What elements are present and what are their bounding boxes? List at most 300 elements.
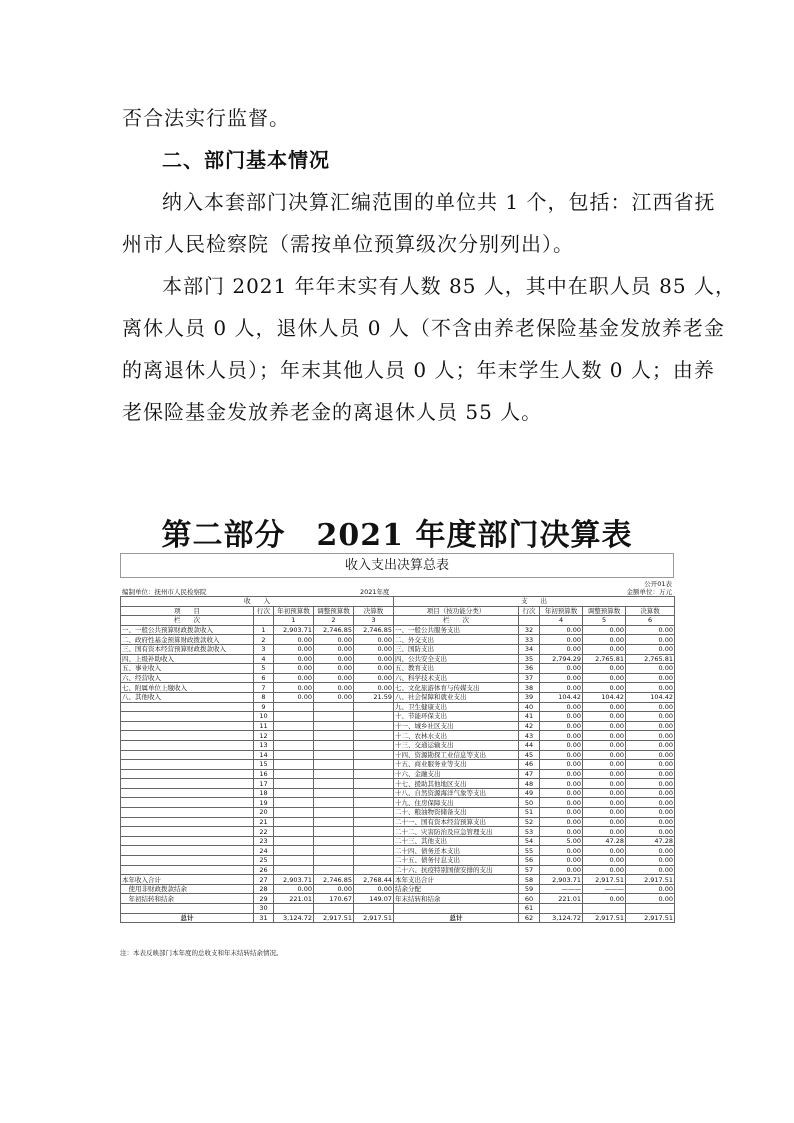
table-cell: [274, 740, 314, 750]
table-cell: [354, 760, 394, 770]
table-cell: 0.00: [583, 750, 626, 760]
column-header: 行次: [254, 606, 274, 616]
column-index: 4: [540, 616, 583, 626]
column-header: 调整预算数: [583, 606, 626, 616]
table-cell: [274, 702, 314, 712]
table-cell: 0.00: [354, 654, 394, 664]
table-cell: 0.00: [583, 894, 626, 904]
column-header-row: [121, 606, 675, 616]
table-cell: 0.00: [314, 673, 354, 683]
table-cell: [314, 702, 354, 712]
table-cell: 0.00: [626, 740, 675, 750]
table-cell: 0.00: [540, 750, 583, 760]
table-cell: 14: [254, 750, 274, 760]
table-cell: [626, 904, 675, 914]
table-cell: [314, 740, 354, 750]
table-row: [121, 827, 675, 837]
table-cell: [354, 788, 394, 798]
table-cell: 2,917.51: [314, 913, 354, 923]
table-cell: 23: [254, 836, 274, 846]
table-cell: [274, 750, 314, 760]
table-row: [121, 721, 675, 731]
table-cell: 十六、金融支出: [394, 769, 519, 779]
table-cell: [314, 817, 354, 827]
table-cell: [314, 788, 354, 798]
table-cell: 57: [519, 865, 540, 875]
table-cell: 0.00: [626, 702, 675, 712]
column-index: 3: [354, 616, 394, 626]
table-cell: 16: [254, 769, 274, 779]
table-cell: 总计: [394, 913, 519, 923]
column-index: 5: [583, 616, 626, 626]
table-cell: 2,917.51: [626, 875, 675, 885]
table-cell: 0.00: [540, 712, 583, 722]
table-cell: 0.00: [540, 731, 583, 741]
table-cell: 0.00: [540, 644, 583, 654]
table-cell: 2,903.71: [274, 875, 314, 885]
table-cell: 104.42: [540, 692, 583, 702]
table-cell: 42: [519, 721, 540, 731]
income-header: 收 入: [121, 597, 394, 607]
table-row: [121, 712, 675, 722]
table-cell: 四、公共安全支出: [394, 654, 519, 664]
table-cell: 2,903.71: [540, 875, 583, 885]
table-cell: [314, 769, 354, 779]
table-cell: 0.00: [540, 856, 583, 866]
column-header: 调整预算数: [314, 606, 354, 616]
table-cell: 0.00: [540, 798, 583, 808]
table-cell: [314, 712, 354, 722]
table-cell: [314, 798, 354, 808]
table-cell: 0.00: [274, 692, 314, 702]
table-cell: 4: [254, 654, 274, 664]
table-cell: 21: [254, 817, 274, 827]
table-cell: 0.00: [626, 644, 675, 654]
table-cell: [314, 721, 354, 731]
table-row: [121, 731, 675, 741]
table-cell: 0.00: [314, 635, 354, 645]
table-cell: 0.00: [583, 760, 626, 770]
table-cell: [314, 856, 354, 866]
table-cell: 0.00: [314, 664, 354, 674]
table-cell: [354, 798, 394, 808]
table-cell: 二、外交支出: [394, 635, 519, 645]
table-cell: 27: [254, 875, 274, 885]
table-cell: 0.00: [583, 664, 626, 674]
table-cell: 0.00: [626, 894, 675, 904]
table-cell: 26: [254, 865, 274, 875]
table-cell: 0.00: [354, 683, 394, 693]
table-cell: [121, 702, 254, 712]
table-cell: 0.00: [274, 683, 314, 693]
table-row: [121, 779, 675, 789]
paragraph-6: 的离退休人员）；年末其他人员 0 人；年末学生人数 0 人；由养: [122, 358, 715, 382]
table-cell: 37: [519, 673, 540, 683]
paragraph-5: 离休人员 0 人，退休人员 0 人（不含由养老保险基金发放养老金: [122, 316, 725, 340]
table-row: [121, 884, 675, 894]
table-row: [121, 740, 675, 750]
table-cell: [121, 856, 254, 866]
table-cell: 38: [519, 683, 540, 693]
table-cell: 0.00: [540, 702, 583, 712]
table-cell: [274, 846, 314, 856]
table-cell: 0.00: [626, 884, 675, 894]
table-cell: 0.00: [626, 721, 675, 731]
table-cell: 0.00: [354, 884, 394, 894]
table-cell: [121, 798, 254, 808]
table-cell: 11: [254, 721, 274, 731]
column-index: 1: [274, 616, 314, 626]
table-cell: 2,746.85: [354, 625, 394, 635]
paragraph-2: 纳入本套部门决算汇编范围的单位共 1 个，包括：江西省抚: [162, 190, 716, 214]
table-row: [121, 635, 675, 645]
unit-label: 编制单位：抚州市人民检察院: [122, 588, 207, 596]
table-cell: 7: [254, 683, 274, 693]
table-cell: 0.00: [274, 654, 314, 664]
table-row: [121, 836, 675, 846]
table-cell: [274, 788, 314, 798]
table-cell: 0.00: [626, 731, 675, 741]
table-cell: 0.00: [314, 884, 354, 894]
table-cell: 48: [519, 779, 540, 789]
table-cell: 0.00: [540, 721, 583, 731]
table-cell: [354, 731, 394, 741]
table-cell: [354, 865, 394, 875]
table-cell: 45: [519, 750, 540, 760]
table-cell: [354, 817, 394, 827]
table-cell: [354, 836, 394, 846]
table-cell: 0.00: [583, 846, 626, 856]
table-row: [121, 875, 675, 885]
table-cell: [121, 827, 254, 837]
table-cell: [121, 865, 254, 875]
table-cell: [121, 808, 254, 818]
table-cell: [274, 721, 314, 731]
table-cell: [583, 904, 626, 914]
table-cell: 36: [519, 664, 540, 674]
table-cell: 八、社会保障和就业支出: [394, 692, 519, 702]
table-cell: 0.00: [626, 769, 675, 779]
table-cell: 年初结转和结余: [121, 894, 254, 904]
table-cell: [274, 769, 314, 779]
table-cell: 9: [254, 702, 274, 712]
table-cell: ———: [583, 884, 626, 894]
table-row: [121, 788, 675, 798]
budget-table: [120, 596, 675, 923]
table-cell: 0.00: [583, 788, 626, 798]
table-cell: 1: [254, 625, 274, 635]
table-cell: 0.00: [626, 827, 675, 837]
table-cell: [274, 760, 314, 770]
table-cell: 0.00: [354, 673, 394, 683]
table-cell: 59: [519, 884, 540, 894]
table-cell: 17: [254, 779, 274, 789]
table-cell: 0.00: [626, 808, 675, 818]
table-cell: [274, 712, 314, 722]
table-cell: 七、附属单位上缴收入: [121, 683, 254, 693]
table-cell: 十八、自然资源海洋气象等支出: [394, 788, 519, 798]
table-cell: 0.00: [626, 673, 675, 683]
table-cell: 0.00: [540, 779, 583, 789]
table-cell: [274, 817, 314, 827]
table-cell: [354, 702, 394, 712]
table-cell: 十五、商业服务业等支出: [394, 760, 519, 770]
table-cell: 0.00: [626, 865, 675, 875]
table-cell: 2,917.51: [626, 913, 675, 923]
table-cell: 0.00: [583, 683, 626, 693]
table-cell: 25: [254, 856, 274, 866]
column-index: 栏 次: [394, 616, 519, 626]
table-cell: [354, 740, 394, 750]
table-cell: 0.00: [540, 664, 583, 674]
table-cell: 8: [254, 692, 274, 702]
table-cell: 19: [254, 798, 274, 808]
column-index: [519, 616, 540, 626]
table-cell: 35: [519, 654, 540, 664]
table-cell: [121, 750, 254, 760]
table-cell: 12: [254, 731, 274, 741]
table-cell: 0.00: [274, 673, 314, 683]
table-cell: [314, 750, 354, 760]
table-cell: 2,768.44: [354, 875, 394, 885]
table-cell: 170.67: [314, 894, 354, 904]
table-cell: 0.00: [540, 788, 583, 798]
table-cell: [121, 731, 254, 741]
table-cell: 47.28: [583, 836, 626, 846]
table-cell: 六、科学技术支出: [394, 673, 519, 683]
paragraph-1: 否合法实行监督。: [122, 106, 290, 130]
table-cell: 47: [519, 769, 540, 779]
table-cell: 0.00: [540, 846, 583, 856]
table-cell: 58: [519, 875, 540, 885]
table-cell: [274, 904, 314, 914]
table-cell: 0.00: [626, 664, 675, 674]
table-cell: 3,124.72: [540, 913, 583, 923]
column-header: 年初预算数: [540, 606, 583, 616]
table-row: [121, 683, 675, 693]
table-row: [121, 769, 675, 779]
table-cell: 32: [519, 625, 540, 635]
table-cell: [274, 808, 314, 818]
table-cell: 二十三、其他支出: [394, 836, 519, 846]
table-cell: 0.00: [583, 635, 626, 645]
table-cell: 二十、粮油物资储备支出: [394, 808, 519, 818]
table-cell: 四、上级补助收入: [121, 654, 254, 664]
table-cell: 0.00: [583, 721, 626, 731]
table-cell: [354, 904, 394, 914]
table-cell: ———: [540, 884, 583, 894]
table-cell: 二十一、国有资本经营预算支出: [394, 817, 519, 827]
table-cell: [354, 721, 394, 731]
table-cell: 0.00: [626, 635, 675, 645]
table-cell: 0.00: [583, 673, 626, 683]
year-label: 2021年度: [360, 588, 390, 596]
table-row: [121, 904, 675, 914]
column-header: 项目（按功能分类）: [394, 606, 519, 616]
table-cell: 0.00: [626, 779, 675, 789]
column-index: [254, 616, 274, 626]
table-cell: [121, 712, 254, 722]
table-cell: [540, 904, 583, 914]
column-index: 栏 次: [121, 616, 254, 626]
table-row: [121, 750, 675, 760]
table-cell: 二十四、债务还本支出: [394, 846, 519, 856]
table-cell: 5.00: [540, 836, 583, 846]
table-cell: [314, 846, 354, 856]
table-cell: 2,903.71: [274, 625, 314, 635]
table-cell: 41: [519, 712, 540, 722]
table-cell: 0.00: [583, 731, 626, 741]
table-cell: 0.00: [626, 846, 675, 856]
table-cell: 104.42: [583, 692, 626, 702]
table-cell: [314, 779, 354, 789]
table-row: [121, 760, 675, 770]
table-cell: [354, 750, 394, 760]
table-row: [121, 702, 675, 712]
table-cell: [314, 731, 354, 741]
table-cell: 0.00: [626, 788, 675, 798]
table-cell: 2,765.81: [583, 654, 626, 664]
table-cell: 结余分配: [394, 884, 519, 894]
table-cell: 0.00: [583, 798, 626, 808]
table-cell: 二、政府性基金预算财政拨款收入: [121, 635, 254, 645]
table-cell: [274, 856, 314, 866]
table-cell: 三、国有资本经营预算财政拨款收入: [121, 644, 254, 654]
table-cell: 0.00: [583, 740, 626, 750]
table-cell: [121, 836, 254, 846]
table-cell: 3: [254, 644, 274, 654]
column-header: 决算数: [354, 606, 394, 616]
table-cell: [314, 827, 354, 837]
table-cell: 二十五、债务付息支出: [394, 856, 519, 866]
table-cell: 十、节能环保支出: [394, 712, 519, 722]
table-cell: 0.00: [314, 644, 354, 654]
table-cell: [121, 779, 254, 789]
table-cell: 0.00: [540, 817, 583, 827]
table-cell: [354, 779, 394, 789]
table-cell: [314, 836, 354, 846]
table-cell: 一、一般公共服务支出: [394, 625, 519, 635]
table-cell: 三、国防支出: [394, 644, 519, 654]
table-cell: 44: [519, 740, 540, 750]
table-cell: 34: [519, 644, 540, 654]
table-cell: 52: [519, 817, 540, 827]
table-cell: 24: [254, 846, 274, 856]
table-cell: 十三、交通运输支出: [394, 740, 519, 750]
column-index: 2: [314, 616, 354, 626]
table-cell: 0.00: [274, 635, 314, 645]
table-cell: 0.00: [540, 769, 583, 779]
table-cell: [314, 904, 354, 914]
table-cell: 21.59: [354, 692, 394, 702]
table-cell: 221.01: [274, 894, 314, 904]
table-cell: 二十二、灾害防治及应急管理支出: [394, 827, 519, 837]
table-cell: 2,794.29: [540, 654, 583, 664]
table-cell: 0.00: [540, 808, 583, 818]
table-cell: 0.00: [626, 760, 675, 770]
column-header: 项 目: [121, 606, 254, 616]
table-cell: 0.00: [583, 808, 626, 818]
table-cell: 0.00: [583, 865, 626, 875]
paragraph-7: 老保险基金发放养老金的离退休人员 55 人。: [122, 400, 543, 424]
column-header: 年初预算数: [274, 606, 314, 616]
table-cell: 2: [254, 635, 274, 645]
table-title: 收入支出决算总表: [120, 553, 674, 578]
table-cell: 0.00: [583, 817, 626, 827]
table-cell: 221.01: [540, 894, 583, 904]
table-cell: [121, 721, 254, 731]
paragraph-3: 州市人民检察院（需按单位预算级次分别列出）。: [122, 232, 574, 256]
table-cell: 39: [519, 692, 540, 702]
table-cell: 0.00: [274, 644, 314, 654]
table-cell: 6: [254, 673, 274, 683]
table-cell: [274, 731, 314, 741]
table-cell: [354, 712, 394, 722]
table-row: [121, 654, 675, 664]
table-cell: 六、经营收入: [121, 673, 254, 683]
table-cell: [354, 846, 394, 856]
column-header: 决算数: [626, 606, 675, 616]
table-row: [121, 856, 675, 866]
table-cell: [354, 769, 394, 779]
table-cell: 0.00: [626, 856, 675, 866]
table-cell: [314, 865, 354, 875]
table-cell: 60: [519, 894, 540, 904]
table-cell: 62: [519, 913, 540, 923]
table-cell: [274, 779, 314, 789]
table-cell: 50: [519, 798, 540, 808]
table-cell: 七、文化旅游体育与传媒支出: [394, 683, 519, 693]
column-header: 行次: [519, 606, 540, 616]
table-cell: 0.00: [626, 817, 675, 827]
form-number: 公开01表: [644, 580, 672, 588]
table-cell: 0.00: [540, 625, 583, 635]
table-cell: 0.00: [583, 827, 626, 837]
table-cell: 0.00: [314, 692, 354, 702]
table-cell: 49: [519, 788, 540, 798]
table-cell: 0.00: [540, 827, 583, 837]
table-cell: 十二、农林水支出: [394, 731, 519, 741]
table-cell: 0.00: [583, 625, 626, 635]
table-note: 注：本表反映部门本年度的总收支和年末结转结余情况。: [120, 949, 283, 957]
table-cell: 10: [254, 712, 274, 722]
table-cell: 55: [519, 846, 540, 856]
table-cell: 年末结转和结余: [394, 894, 519, 904]
table-row: [121, 673, 675, 683]
part-title: 第二部分 2021 年度部门决算表: [161, 518, 633, 553]
table-cell: 31: [254, 913, 274, 923]
table-cell: 0.00: [314, 654, 354, 664]
table-cell: 0.00: [314, 683, 354, 693]
table-cell: 20: [254, 808, 274, 818]
table-cell: [121, 788, 254, 798]
expense-header: 支 出: [394, 597, 675, 607]
table-cell: 五、教育支出: [394, 664, 519, 674]
table-cell: [274, 836, 314, 846]
table-row: [121, 846, 675, 856]
table-cell: 0.00: [626, 625, 675, 635]
table-cell: 2,917.51: [354, 913, 394, 923]
table-cell: 54: [519, 836, 540, 846]
table-cell: 53: [519, 827, 540, 837]
table-cell: 使用非财政拨款结余: [121, 884, 254, 894]
table-row: [121, 913, 675, 923]
table-cell: 46: [519, 760, 540, 770]
table-cell: 0.00: [626, 798, 675, 808]
table-cell: 二十六、抗疫特别国债安排的支出: [394, 865, 519, 875]
table-cell: 0.00: [583, 702, 626, 712]
table-cell: 3,124.72: [274, 913, 314, 923]
